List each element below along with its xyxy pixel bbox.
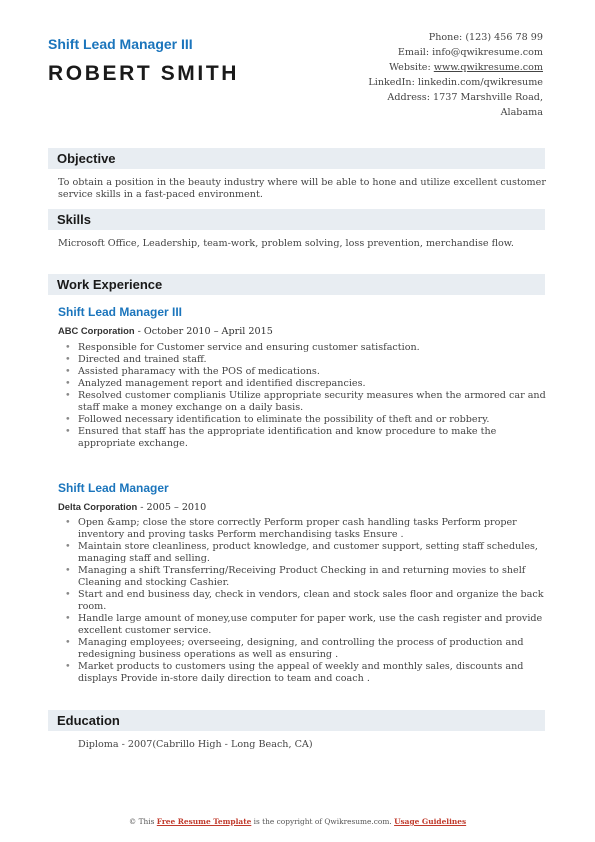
objective-section-header [48,148,545,169]
list-item: • Maintain store cleanliness, product knowledge, and customer support, setting staff schedules, managing staff and selling. [58,541,548,565]
list-item: • Analyzed management report and identified discrepancies. [58,378,548,390]
job-2-title: Shift Lead Manager [58,481,169,495]
list-item: • Managing employees; overseeing, designing, and controlling the process of production and redesigning business operations as well as ensuring . [58,637,548,661]
address-label: Address: [387,92,430,103]
job-1-company: ABC Corporation [58,325,135,336]
footer-prefix: © This [128,817,157,826]
contact-address-line2: Alabama [500,107,543,118]
objective-heading: Objective [57,151,116,166]
job-1-company-line [58,325,273,337]
footer-middle: is the copyright of Qwikresume.com. [251,817,395,826]
website-link[interactable]: www.qwikresume.com [433,62,543,73]
list-item: • Resolved customer complianis Utilize appropriate security measures when the armored car and staff make a money exchange on a daily basis. [58,390,548,414]
usage-guidelines-link[interactable]: Usage Guidelines [394,817,467,826]
phone-value: (123) 456 78 99 [465,32,543,43]
contact-linkedin [283,75,543,90]
email-value: info@qwikresume.com [432,47,543,58]
experience-heading: Work Experience [57,277,163,292]
address-line1: 1737 Marshville Road, [433,92,543,103]
skills-section-header [48,209,545,230]
experience-section-header [48,274,545,295]
list-item: • Handle large amount of money,use computer for paper work, use the cash register and provide excellent customer service. [58,613,548,637]
footer [0,817,595,826]
email-label: Email: [397,47,430,58]
skills-heading: Skills [57,212,91,227]
resume-job-title: Shift Lead Manager III [48,36,193,52]
job-2-dates: - 2005 – 2010 [137,502,207,513]
list-item: • Followed necessary identification to eliminate the possibility of theft and or robbery. [58,414,548,426]
contact-address [283,90,543,105]
phone-label: Phone: [428,32,463,43]
linkedin-label: LinkedIn: [368,77,415,88]
contact-block [283,30,543,120]
job-2-company: Delta Corporation [58,501,138,512]
education-section-header [48,710,545,731]
education-text: Diploma - 2007(Cabrillo High - Long Beach, CA) [78,739,313,750]
contact-email [283,45,543,60]
education-heading: Education [57,713,120,728]
free-resume-template-link[interactable]: Free Resume Template [156,817,252,826]
list-item: • Open &amp; close the store correctly Perform proper cash handling tasks Perform proper inventory and proving tasks Perform merchandising tasks Ensure . [58,517,548,541]
candidate-name: ROBERT SMITH [48,62,240,85]
job-2-bullets [58,517,548,685]
list-item: • Directed and trained staff. [58,354,548,366]
objective-text: To obtain a position in the beauty industry where will be able to hone and utilize excellent customer service skills in a fast-paced environment. [58,177,546,200]
list-item: • Market products to customers using the appeal of weekly and monthly sales, discounts and displays Provide in-store daily direction to team and coach . [58,661,548,685]
job-1-dates: - October 2010 – April 2015 [134,326,273,337]
list-item: • Ensured that staff has the appropriate identification and know procedure to make the appropriate exchange. [58,426,548,450]
contact-website [283,60,543,75]
job-1-bullets [58,342,548,450]
contact-phone [283,30,543,45]
list-item: • Assisted pharamacy with the POS of medications. [58,366,548,378]
website-label: Website: [389,62,431,73]
job-1-title: Shift Lead Manager III [58,305,183,319]
list-item: • Responsible for Customer service and ensuring customer satisfaction. [58,342,548,354]
list-item: • Managing a shift Transferring/Receiving Product Checking in and returning movies to shelf Cleaning and stocking Cashier. [58,565,548,589]
list-item: • Start and end business day, check in vendors, clean and stock sales floor and organize the back room. [58,589,548,613]
linkedin-value: linkedin.com/qwikresume [417,77,543,88]
job-2-company-line [58,501,206,513]
skills-text: Microsoft Office, Leadership, team-work, problem solving, loss prevention, merchandise flow. [58,238,514,249]
